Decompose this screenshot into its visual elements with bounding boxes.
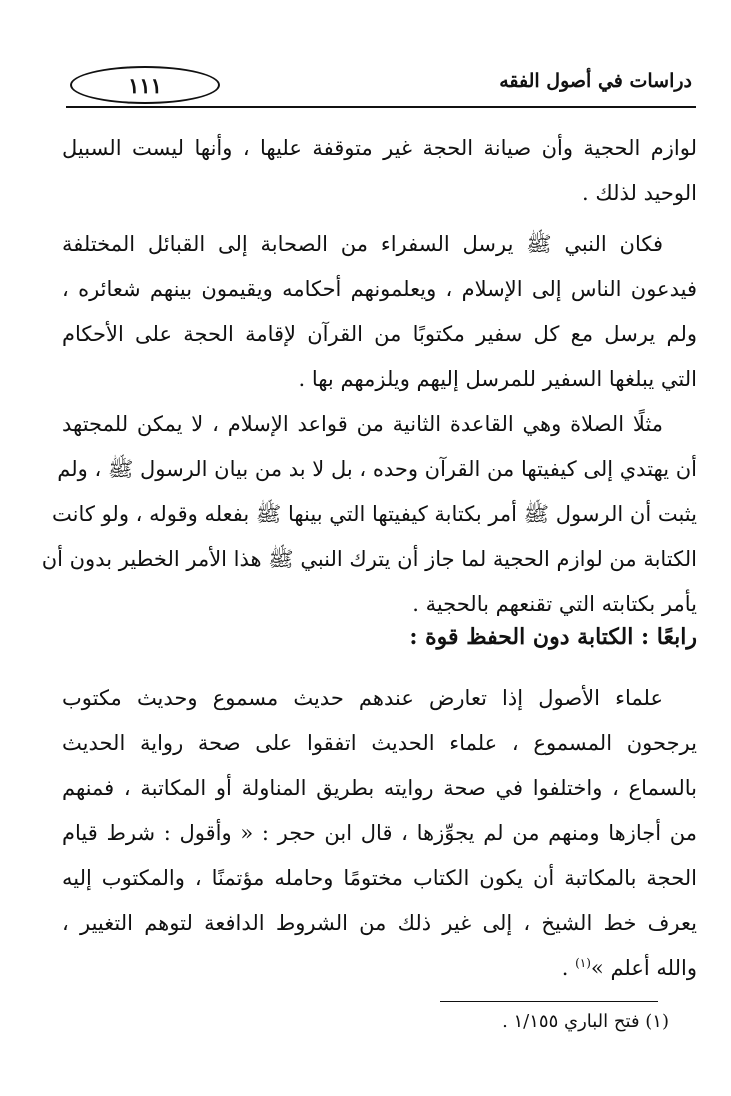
header-rule [66, 106, 696, 108]
paragraph-3 [41, 402, 697, 627]
text-line: يأمر بكتابته التي تقنعهم بالحجية . [412, 592, 697, 616]
text-line: يثبت أن الرسول ﷺ أمر بكتابة كيفيتها التي بينها ﷺ بفعله وقوله ، ولو كانت [52, 502, 697, 526]
section-heading: رابعًا : الكتابة دون الحفظ قوة : [409, 624, 697, 650]
trailing-period: . [561, 956, 576, 980]
text-line: ولم يرسل مع كل سفير مكتوبًا من القرآن لإقامة الحجة على الأحكام [62, 322, 697, 346]
page-number-oval [70, 66, 220, 104]
text-line: علماء الأصول إذا تعارض عندهم حديث مسموع وحديث مكتوب [62, 686, 663, 710]
text-line-final [62, 946, 697, 991]
text-line: فكان النبي ﷺ يرسل السفراء من الصحابة إلى القبائل المختلفة [62, 232, 663, 256]
text-line: يرجحون المسموع ، علماء الحديث اتفقوا على صحة رواية الحديث [62, 731, 697, 755]
page-number: ١١١ [128, 72, 162, 98]
text-line: بالسماع ، واختلفوا في صحة روايته بطريق المناولة أو المكاتبة ، فمنهم [62, 776, 697, 800]
text-line: الحجة بالمكاتبة أن يكون الكتاب مختومًا وحامله مؤتمنًا ، والمكتوب إليه [62, 866, 697, 890]
text-line: الكتابة من لوازم الحجية لما جاز أن يترك النبي ﷺ هذا الأمر الخطير بدون أن [41, 547, 697, 571]
text-line: مثلًا الصلاة وهي القاعدة الثانية من قواعد الإسلام ، لا يمكن للمجتهد [62, 412, 663, 436]
footnote-separator [440, 1001, 658, 1002]
text-line: فيدعون الناس إلى الإسلام ، ويعلمونهم أحكامه ويقيمون بينهم شعائره ، [62, 277, 697, 301]
text-line: أن يهتدي إلى كيفيتها من القرآن وحده ، بل لا بد من بيان الرسول ﷺ ، ولم [57, 457, 697, 481]
text-line: يعرف خط الشيخ ، إلى غير ذلك من الشروط الدافعة لتوهم التغيير ، [62, 911, 697, 935]
text-line: من أجازها ومنهم من لم يجوِّزها ، قال ابن حجر : « وأقول : شرط قيام [62, 821, 697, 845]
quote-end: والله أعلم » [590, 956, 697, 980]
text-line: الوحيد لذلك . [582, 181, 697, 205]
text-line: لوازم الحجية وأن صيانة الحجة غير متوقفة عليها ، وأنها ليست السبيل [62, 136, 697, 160]
paragraph-4 [62, 676, 697, 991]
footnote-marker: (١) [575, 956, 591, 970]
running-header [66, 66, 696, 112]
paragraph-2 [62, 222, 697, 402]
footnote: (١) فتح الباري ١/١٥٥ . [502, 1011, 669, 1032]
running-title: دراسات في أصول الفقه [499, 70, 692, 92]
text-line: التي يبلغها السفير للمرسل إليهم ويلزمهم بها . [298, 367, 697, 391]
paragraph-1 [62, 126, 697, 216]
